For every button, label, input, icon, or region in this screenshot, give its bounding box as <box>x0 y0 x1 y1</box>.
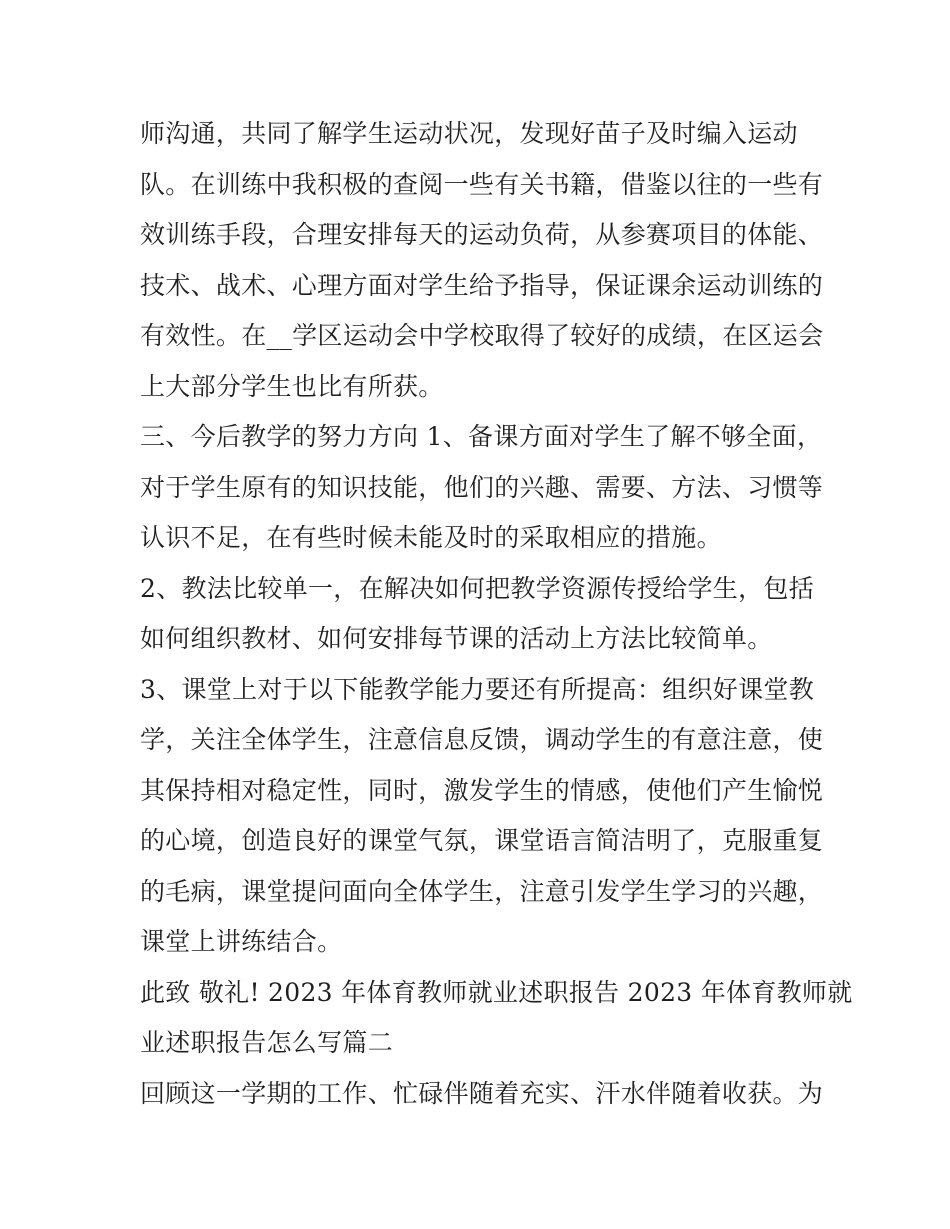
text-line: 上大部分学生也比有所获。 <box>140 371 444 401</box>
text-line: 业述职报告怎么写篇二 <box>140 1028 394 1057</box>
text-line: 技术、战术、心理方面对学生给予指导，保证课余运动训练的 <box>140 270 824 300</box>
text-line: 有效性。在__学区运动会中学校取得了较好的成绩，在区运会 <box>140 321 824 350</box>
text-line: 2、教法比较单一，在解决如何把教学资源传授给学生，包括 <box>140 573 815 603</box>
text-line: 课堂上讲练结合。 <box>140 927 343 956</box>
text-line: 师沟通，共同了解学生运动状况，发现好苗子及时编入运动 <box>140 119 798 148</box>
text-line: 的心境，创造良好的课堂气氛，课堂语言简洁明了，克服重复 <box>140 826 824 855</box>
text-line: 队。在训练中我积极的查阅一些有关书籍，借鉴以往的一些有 <box>140 169 824 199</box>
text-line: 3、课堂上对于以下能教学能力要还有所提高：组织好课堂教 <box>140 674 815 704</box>
text-line: 效训练手段，合理安排每天的运动负荷，从参赛项目的体能、 <box>140 220 824 249</box>
text-line: 回顾这一学期的工作、忙碌伴随着充实、汗水伴随着收获。为 <box>140 1078 824 1108</box>
text-line: 的毛病，课堂提问面向全体学生，注意引发学生学习的兴趣， <box>140 876 824 906</box>
text-line: 学，关注全体学生，注意信息反馈，调动学生的有意注意，使 <box>140 725 824 754</box>
text-line: 对于学生原有的知识技能，他们的兴趣、需要、方法、习惯等 <box>140 472 824 502</box>
text-line: 如何组织教材、如何安排每节课的活动上方法比较简单。 <box>140 624 773 653</box>
document-body <box>140 109 853 1119</box>
text-line: 认识不足，在有些时候未能及时的采取相应的措施。 <box>140 523 722 552</box>
text-line: 三、今后教学的努力方向 1、备课方面对学生了解不够全面， <box>140 422 823 451</box>
text-line: 其保持相对稳定性，同时，激发学生的情感，使他们产生愉悦 <box>140 775 824 805</box>
text-line: 此致 敬礼! 2023 年体育教师就业述职报告 2023 年体育教师就 <box>140 977 853 1007</box>
